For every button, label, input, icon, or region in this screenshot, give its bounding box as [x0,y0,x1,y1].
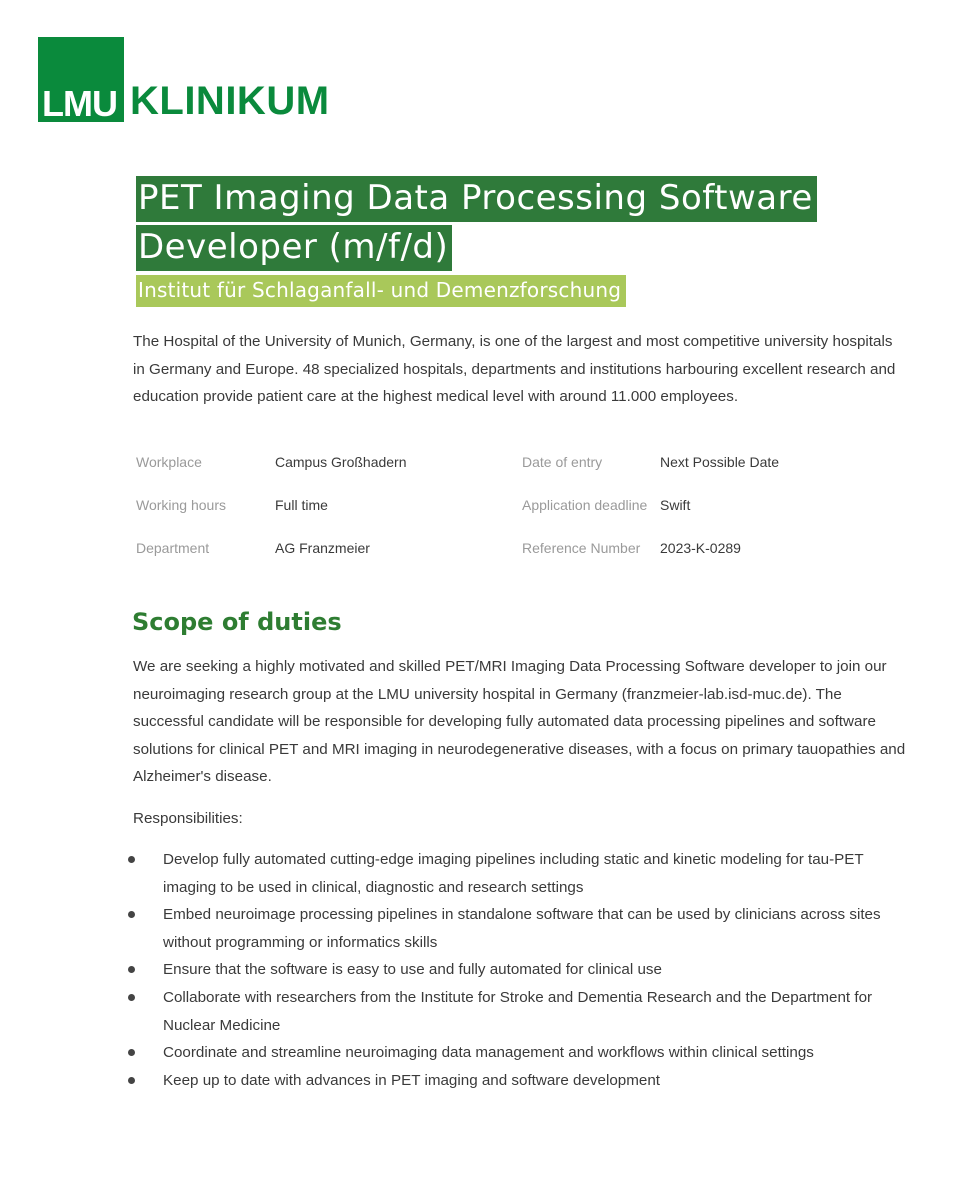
list-item-text: Coordinate and streamline neuroimaging data management and workflows within clinical settings [163,1044,814,1062]
list-item-text: Keep up to date with advances in PET imaging and software development [163,1071,660,1089]
list-item-text: Develop fully automated cutting-edge imaging pipelines including static and kinetic modeling for tau-PET imaging to be used in clinical, diagnostic and research settings [163,851,864,896]
list-item [128,901,918,956]
institute-subtitle: Institut für Schlaganfall- und Demenzforschung [136,275,626,307]
fact-label: Reference Number [522,540,641,556]
intro-paragraph: The Hospital of the University of Munich, Germany, is one of the largest and most competitive university hospitals in Germany and Europe. 48 specialized hospitals, departments and institutions harbouring excellent research and education provide patient care at the highest medical level with around 11.000 employees. [133,333,896,405]
fact-value: Campus Großhadern [275,454,407,470]
scope-paragraph: We are seeking a highly motivated and skilled PET/MRI Imaging Data Processing Software developer to join our neuroimaging research group at the LMU university hospital in Germany (franzmeier-lab.isd-muc.de). The successful candidate will be responsible for developing fully automated data processing pipelines and software solutions for clinical PET and MRI imaging in neurodegenerative diseases, with a focus on primary tauopathies and Alzheimer's disease. [133,658,906,786]
list-item [128,846,918,901]
fact-row [136,534,836,577]
list-item-text: Collaborate with researchers from the Institute for Stroke and Dementia Research and the Department for Nuclear Medicine [163,988,873,1034]
list-item [128,1067,918,1095]
lmu-klinikum-logo [38,37,330,122]
bullet-icon [128,966,135,973]
bullet-icon [128,856,135,863]
bullet-icon [128,911,135,918]
scope-section-title: Scope of duties [132,608,342,636]
job-title-text: PET Imaging Data Processing Software Developer (m/f/d) [136,176,817,271]
job-facts-table [136,448,836,577]
fact-value: 2023-K-0289 [660,540,741,556]
responsibilities-list [128,846,918,1094]
fact-label: Date of entry [522,454,603,470]
job-title-block [136,174,856,272]
list-item [128,984,918,1039]
list-item [128,956,918,984]
list-item-text: Ensure that the software is easy to use and fully automated for clinical use [163,961,662,979]
fact-row [136,448,836,491]
fact-value: AG Franzmeier [275,540,370,556]
fact-value: Next Possible Date [660,454,780,470]
fact-row [136,491,836,534]
responsibilities-label: Responsibilities: [133,810,243,827]
logo-box [38,37,124,122]
fact-label: Working hours [136,497,227,513]
logo-wordmark: KLINIKUM [130,79,330,123]
list-item [128,1039,918,1067]
fact-label: Workplace [136,454,202,470]
logo-box-text: LMU [42,83,117,124]
fact-label: Application deadline [522,497,648,513]
bullet-icon [128,1049,135,1056]
fact-value: Swift [660,497,691,513]
fact-value: Full time [275,497,328,513]
list-item-text: Embed neuroimage processing pipelines in standalone software that can be used by clinicians across sites without programming or informatics skills [163,906,881,951]
job-title [136,174,856,272]
bullet-icon [128,994,135,1001]
bullet-icon [128,1077,135,1084]
fact-label: Department [136,540,210,556]
